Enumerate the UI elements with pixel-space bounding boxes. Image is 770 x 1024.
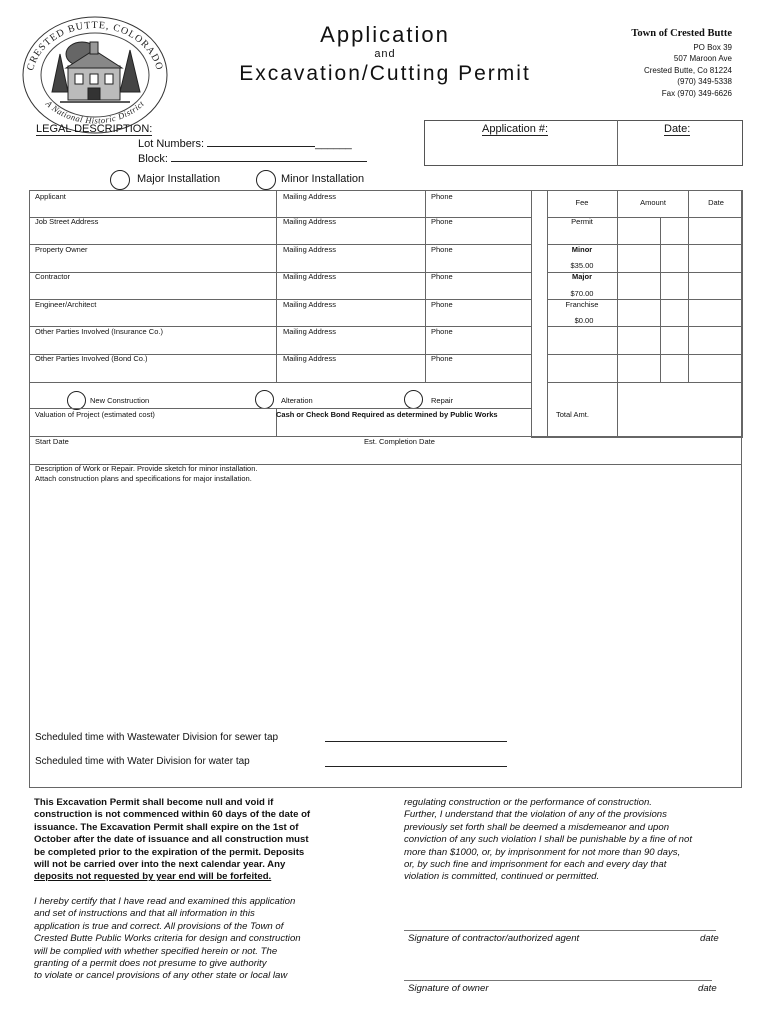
amount-header: Amount (640, 198, 666, 207)
bond-required-label: Cash or Check Bond Required as determined by Public Works (276, 410, 498, 419)
sewer-tap-label: Scheduled time with Wastewater Division for sewer tap (35, 732, 279, 743)
title-conjunction: and (374, 48, 396, 60)
town-street: 507 Maroon Ave (673, 54, 732, 63)
description-line-1: Description of Work or Repair. Provide sketch for minor installation. (35, 464, 258, 473)
owner-signature-label: Signature of owner (408, 983, 489, 994)
repair-label: Repair (431, 396, 454, 405)
fee-table (547, 190, 743, 438)
valuation-label[interactable]: Valuation of Project (estimated cost) (35, 410, 155, 419)
lot-numbers-field[interactable] (138, 138, 352, 150)
description-area[interactable] (30, 486, 740, 726)
town-fax: Fax (970) 349-6626 (661, 88, 732, 98)
job-address-label: Job Street Address (35, 217, 99, 226)
engineer-label: Engineer/Architect (35, 300, 97, 309)
owner-mailing-label: Mailing Address (283, 245, 336, 254)
contractor-date-label: date (700, 933, 719, 944)
job-phone-label: Phone (431, 217, 453, 226)
sewer-tap-field[interactable] (325, 741, 507, 742)
major-installation-label: Major Installation (137, 173, 221, 185)
fee-header: Fee (575, 198, 589, 207)
date-label: Date: (664, 123, 691, 135)
town-po-box: PO Box 39 (693, 42, 732, 52)
repair-radio[interactable] (404, 390, 423, 409)
fee-major: Major (571, 272, 592, 281)
seal-bottom-text: A National Historic District (43, 98, 147, 126)
water-tap-field[interactable] (325, 766, 507, 767)
fee-minor: Minor (571, 245, 593, 254)
block-field[interactable] (138, 153, 367, 165)
insurance-phone-label: Phone (431, 327, 453, 336)
contractor-signature-label: Signature of contractor/authorized agent (408, 933, 580, 944)
completion-date-label[interactable]: Est. Completion Date (364, 437, 435, 446)
bond-mailing-label: Mailing Address (283, 354, 336, 363)
property-owner-label: Property Owner (35, 245, 88, 254)
owner-date-label: date (698, 983, 717, 994)
water-tap-label: Scheduled time with Water Division for water tap (35, 756, 250, 767)
town-city: Crested Butte, Co 81224 (643, 65, 732, 75)
applicant-mailing-label: Mailing Address (283, 192, 336, 201)
alteration-label: Alteration (281, 396, 313, 405)
engineer-phone-label: Phone (431, 300, 453, 309)
owner-signature-line[interactable] (404, 980, 712, 981)
certification-text: I hereby certify that I have read and examined this application and set of instructions and that all information in this application is true and correct. All provisions of the Town of Crested Butte Public Works criteria for design and construction will be complied with whether specified herein or not. The granting of a permit does not presume to give authority to violate or cancel provisions of any other state or local law (34, 896, 301, 982)
major-installation-radio[interactable] (110, 170, 130, 190)
lot-numbers-label: Lot Numbers: (138, 138, 205, 150)
minor-installation-label: Minor Installation (281, 173, 365, 185)
town-name: Town of Crested Butte (631, 28, 732, 39)
insurance-mailing-label: Mailing Address (283, 327, 336, 336)
owner-phone-label: Phone (431, 245, 453, 254)
engineer-mailing-label: Mailing Address (283, 300, 336, 309)
minor-installation-radio[interactable] (256, 170, 276, 190)
job-mailing-label: Mailing Address (283, 217, 336, 226)
contractor-phone-label: Phone (431, 272, 453, 281)
page-subtitle: Excavation/Cutting Permit (239, 62, 531, 85)
town-phone: (970) 349-5338 (677, 77, 732, 86)
fee-minor-amount: $35.00 (570, 261, 594, 270)
page-title: Application (320, 22, 450, 47)
applicant-label: Applicant (35, 192, 66, 201)
town-seal (20, 14, 170, 136)
total-amount-label: Total Amt. (556, 410, 589, 419)
start-date-label[interactable]: Start Date (35, 437, 69, 446)
new-construction-label: New Construction (90, 396, 150, 405)
application-number-label: Application #: (482, 123, 549, 135)
town-address-block (631, 28, 732, 99)
expiration-terms: This Excavation Permit shall become null and void if construction is not commenced within 60 days of the date of issuance. The Excavation Permit shall expire on the 1st of October after the date of issuance and all construction must be completed prior to the expiration of the permit. Deposits will not be carried over into the next calendar year. Any deposits not requested by year end will be forfeited. (34, 797, 311, 883)
fee-franchise-amount: $0.00 (574, 316, 594, 325)
seal-top-text: CRESTED BUTTE, COLORADO (25, 19, 165, 72)
description-line-2: Attach construction plans and specifications for major installation. (35, 474, 252, 483)
contractor-mailing-label: Mailing Address (283, 272, 336, 281)
insurance-label: Other Parties Involved (Insurance Co.) (35, 327, 163, 336)
legal-description-label: LEGAL DESCRIPTION: (36, 123, 153, 135)
contractor-signature-line[interactable] (404, 930, 716, 931)
contractor-label: Contractor (35, 272, 71, 281)
bond-label: Other Parties Involved (Bond Co.) (35, 354, 148, 363)
fee-major-amount: $70.00 (570, 289, 594, 298)
alteration-radio[interactable] (255, 390, 274, 409)
date-header: Date (708, 198, 724, 207)
bond-phone-label: Phone (431, 354, 453, 363)
fee-permit: Permit (571, 217, 593, 226)
applicant-phone-label: Phone (431, 192, 453, 201)
lot-numbers-suffix: ______ (315, 138, 352, 150)
block-label: Block: (138, 153, 168, 165)
violation-terms: regulating construction or the performance of construction. Further, I understand that the violation of any of the provisions previously set forth shall be deemed a misdemeanor and upon conviction of any such violation I shall be punishable by a fine of not more than $1000, or, by imprisonment for not more than 90 days, or, by such fine and imprisonment for each and every day that violation is committed, continued or permitted. (404, 797, 692, 883)
fee-franchise: Franchise (565, 300, 599, 309)
application-number-box[interactable] (424, 120, 743, 166)
